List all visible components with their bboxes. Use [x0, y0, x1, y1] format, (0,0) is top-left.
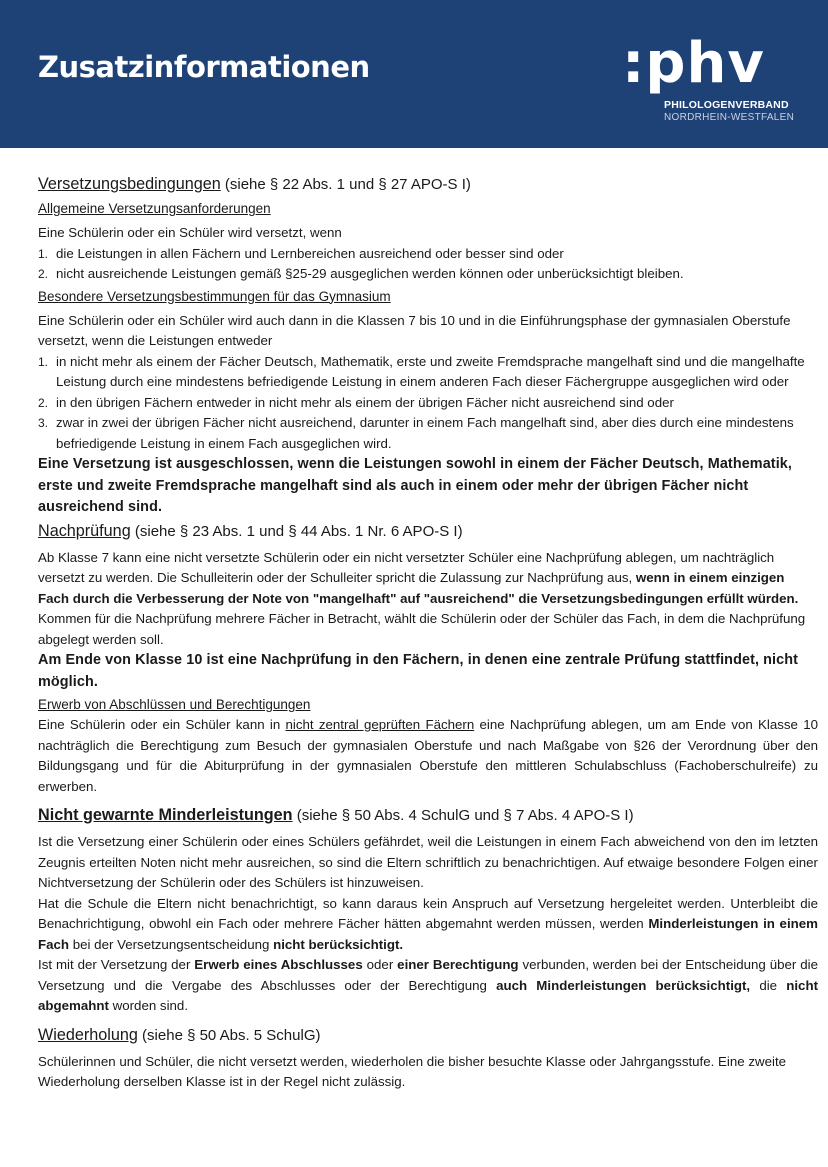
list-number: 1. [38, 246, 49, 261]
text-run: worden sind. [108, 998, 189, 1013]
list-item [38, 413, 818, 454]
bold-text: nicht berücksichtigt. [273, 936, 404, 952]
text-run: eine Nachprüfung ablegen, um am Ende von Klasse 10 nachträglich die Berechtigung zum Besuch der gymnasialen Oberstufe und nach Maßgabe von §26 der Verordnung über den Bildungsgang und für die Abiturprüfung in der gymnasialen Oberstufe den mittleren Schulabschluss (Fachoberschulreife) zu erwerben. [38, 717, 818, 794]
warning-paragraph: Am Ende von Klasse 10 ist eine Nachprüfung in den Fächern, in denen eine zentrale Prüfung stattfindet, nicht möglich. [38, 652, 799, 690]
list-item [38, 264, 818, 285]
list-number: 1. [38, 354, 49, 369]
bold-text: nicht abgemahnt [38, 977, 818, 1013]
subheading-erwerb: Erwerb von Abschlüssen und Berechtigungen [38, 697, 311, 712]
paragraph [38, 548, 818, 651]
subheading-allgemein: Allgemeine Versetzungsanforderungen [38, 201, 271, 216]
paragraph: Ist die Versetzung einer Schülerin oder eines Schülers gefährdet, weil die Leistungen in einem Fach abweichend von den im letzten Zeugnis erteilten Noten nicht mehr ausreichen, so sind die Eltern schriftlich zu benachrichtigen. Auf etwaige besondere Folgen einer Nichtversetzung der Schülerin oder des Schülers ist hinzuweisen. [38, 834, 818, 890]
warning-paragraph: Eine Versetzung ist ausgeschlossen, wenn die Leistungen sowohl in einem der Fächer Deutsch, Mathematik, erste und zweite Fremdsprache mangelhaft sind als auch in einem oder mehr der übrigen Fächer nicht ausreichend sind. [38, 456, 793, 515]
section-heading-minderleistungen [38, 803, 818, 828]
text-run: oder [362, 957, 398, 972]
paragraph [38, 894, 818, 956]
text-run: Kommen für die Nachprüfung mehrere Fächer in Betracht, wählt die Schülerin oder der Schüler das Fach, in dem die Nachprüfung abgelegt werden soll. [38, 611, 806, 647]
text-run: die [750, 977, 787, 993]
bold-text: einer Berechtigung [397, 957, 519, 972]
bold-text: auch Minderleistungen berücksichtigt, [496, 977, 751, 993]
paragraph [38, 955, 818, 1017]
bold-text: wenn in einem einzigen Fach durch die Verbesserung der Note von "mangelhaft" auf "ausreichend" die Versetzungsbedingungen erfüllt würden. [38, 570, 799, 606]
text-run: Eine Schülerin oder ein Schüler kann in [38, 717, 286, 732]
header-banner [0, 0, 828, 148]
heading-ref: (siehe § 50 Abs. 4 SchulG und § 7 Abs. 4 APO-S I) [292, 807, 634, 824]
document-body [38, 172, 818, 1093]
list-text: die Leistungen in allen Fächern und Lernbereichen ausreichend oder besser sind oder [56, 245, 564, 261]
list-text: nicht ausreichende Leistungen gemäß §25-29 ausgeglichen werden können oder unberücksichtigt bleiben. [56, 266, 684, 281]
list-item [38, 352, 818, 393]
paragraph: Eine Schülerin oder ein Schüler wird versetzt, wenn [38, 225, 342, 240]
bold-text: Minderleistungen in einem Fach [38, 916, 818, 952]
phv-logo [622, 31, 802, 128]
section-heading-nachpruefung [38, 519, 818, 544]
text-run: Hat die Schule die Eltern nicht benachrichtigt, so kann daraus kein Anspruch auf Versetzung hergeleitet werden. Unterbleibt die Benachrichtigung, obwohl ein Fach oder mehrere Fächer hätten abgemahnt werden müssen, werden [38, 895, 818, 931]
list-number: 2. [38, 267, 49, 281]
logo-mark: :phv [622, 31, 765, 96]
list-text: in nicht mehr als einem der Fächer Deutsch, Mathematik, erste und zweite Fremdsprache mangelhaft sind und die mangelhafte Leistung durch eine mindestens befriedigende Leistung in einem anderen Fach dieser Fächergruppe ausgeglichen wird oder [56, 353, 805, 389]
list-text: in den übrigen Fächern entweder in nicht mehr als einem der übrigen Fächer nicht ausreichend sind oder [56, 394, 674, 410]
text-run: bei der Versetzungsentscheidung [69, 936, 274, 952]
heading-text: Wiederholung [38, 1025, 138, 1044]
list-item [38, 393, 818, 414]
paragraph: Eine Schülerin oder ein Schüler wird auch dann in die Klassen 7 bis 10 und in die Einführungsphase der gymnasialen Oberstufe versetzt, wenn die Leistungen entweder [38, 312, 791, 348]
heading-ref: (siehe § 23 Abs. 1 und § 44 Abs. 1 Nr. 6 APO-S I) [130, 522, 463, 540]
list-text: zwar in zwei der übrigen Fächer nicht ausreichend, darunter in einem Fach mangelhaft sind, aber dies durch eine mindestens befriedigende Leistung in einem Fach ausgeglichen wird. [56, 415, 794, 451]
bold-text: Erwerb eines Abschlusses [194, 957, 363, 972]
text-run: verbunden, werden bei der Entscheidung über die Versetzung und die Vergabe des Abschlusses oder der Berechtigung [38, 957, 818, 993]
text-run: Ist mit der Versetzung der [38, 957, 195, 972]
heading-text: Nachprüfung [38, 521, 131, 540]
section-heading-wiederholung [38, 1023, 818, 1048]
section-heading-versetzung [38, 172, 818, 197]
heading-ref: (siehe § 22 Abs. 1 und § 27 APO-S I) [220, 176, 471, 193]
page-title: Zusatzinformationen [38, 50, 370, 84]
text-run: Ab Klasse 7 kann eine nicht versetzte Schülerin oder ein nicht versetzter Schüler eine Nachprüfung ablegen, um nachträglich versetzt zu werden. Die Schulleiterin oder der Schulleiter spricht die Zulassung zur Nachprüfung aus, [38, 549, 775, 585]
logo-line2: NORDRHEIN-WESTFALEN [664, 112, 795, 123]
paragraph [38, 715, 818, 797]
list-item [38, 244, 818, 265]
paragraph: Schülerinnen und Schüler, die nicht versetzt werden, wiederholen die bisher besuchte Klasse oder Jahrgangsstufe. Eine zweite Wiederholung derselben Klasse ist in der Regel nicht zulässig. [38, 1053, 787, 1089]
heading-text: Nicht gewarnte Minderleistungen [38, 806, 293, 824]
underlined-text: nicht zentral geprüften Fächern [285, 717, 475, 732]
heading-text: Versetzungsbedingungen [38, 175, 221, 193]
heading-ref: (siehe § 50 Abs. 5 SchulG) [137, 1026, 321, 1044]
list-number: 3. [38, 416, 49, 430]
subheading-besonders: Besondere Versetzungsbestimmungen für das Gymnasium [38, 288, 391, 304]
logo-line1: PHILOLOGENVERBAND [664, 99, 789, 111]
list-number: 2. [38, 395, 49, 410]
